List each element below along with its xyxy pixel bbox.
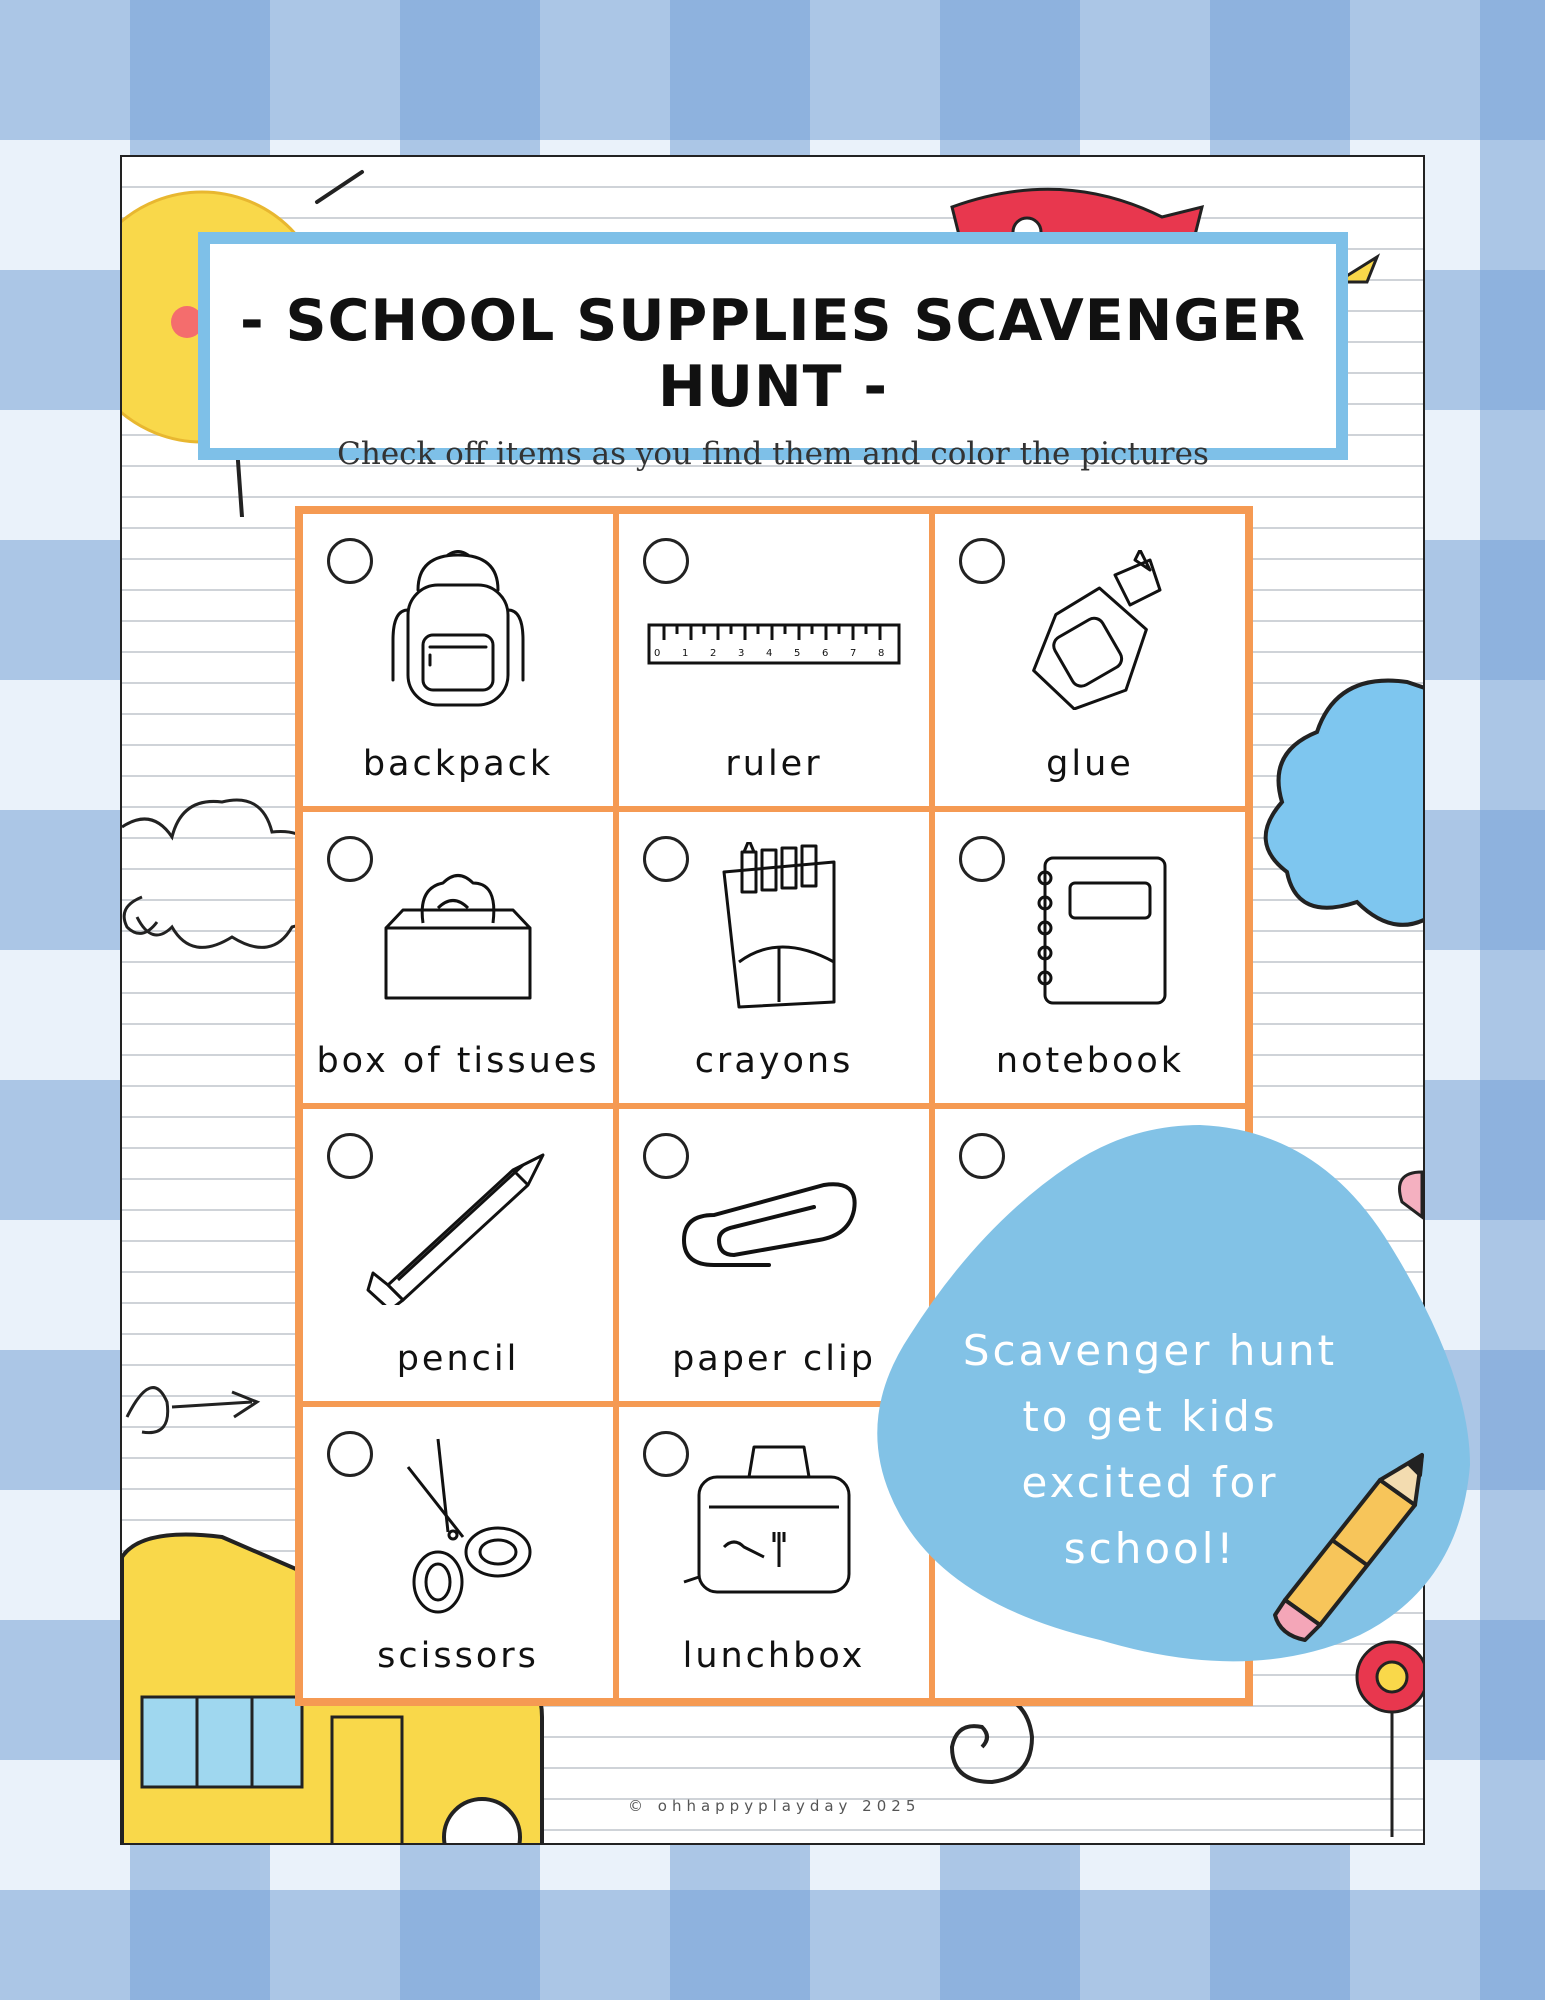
title-box xyxy=(198,232,1348,472)
callout-line: school! xyxy=(1063,1524,1237,1573)
copyright-footer: © ohhappyplayday 2025 xyxy=(628,1797,921,1815)
item-label: lunchbox xyxy=(682,1636,866,1676)
grid-cell-crayons xyxy=(616,809,932,1107)
item-label: ruler xyxy=(725,743,823,784)
ruler-number: 6 xyxy=(822,648,829,659)
check-circle[interactable] xyxy=(959,836,1005,882)
check-circle[interactable] xyxy=(327,836,373,882)
callout-line: to get kids xyxy=(1022,1392,1278,1441)
tissue-box-icon xyxy=(368,848,548,1008)
scissors-icon xyxy=(368,1437,548,1617)
blue-cloud-doodle xyxy=(1257,672,1425,952)
ruler-number: 2 xyxy=(710,648,717,659)
page-subtitle: Check off items as you find them and color the pictures xyxy=(337,436,1209,472)
page-title: - SCHOOL SUPPLIES SCAVENGER HUNT - xyxy=(240,288,1306,420)
ruler-number: 7 xyxy=(850,648,857,659)
item-label: crayons xyxy=(694,1041,854,1081)
pencil-sticker-icon xyxy=(1270,1450,1440,1650)
item-label: scissors xyxy=(377,1636,539,1676)
ruler-number: 4 xyxy=(766,648,773,659)
grid-cell-backpack xyxy=(300,511,616,809)
ruler-number: 3 xyxy=(738,648,745,659)
item-label: glue xyxy=(1046,743,1134,784)
check-circle[interactable] xyxy=(327,1431,373,1477)
item-label: notebook xyxy=(995,1041,1185,1081)
paper-clip-icon xyxy=(674,1145,874,1305)
lunchbox-icon xyxy=(679,1437,869,1607)
item-label: pencil xyxy=(396,1338,520,1379)
ruler-number: 0 xyxy=(654,648,661,659)
check-circle[interactable] xyxy=(959,538,1005,584)
item-label: backpack xyxy=(362,743,554,784)
ruler-number: 1 xyxy=(682,648,689,659)
grid-cell-scissors xyxy=(300,1404,616,1702)
callout-line: excited for xyxy=(1021,1458,1279,1507)
check-circle[interactable] xyxy=(643,836,689,882)
item-label: box of tissues xyxy=(316,1041,600,1081)
grid-cell-pencil xyxy=(300,1106,616,1404)
ruler-icon xyxy=(644,550,904,710)
crayons-icon xyxy=(684,842,864,1012)
grid-cell-box-of-tissues xyxy=(300,809,616,1107)
grid-cell-notebook xyxy=(932,809,1248,1107)
glue-icon xyxy=(1000,550,1180,710)
grid-cell-ruler xyxy=(616,511,932,809)
arrow-doodle xyxy=(122,1347,282,1487)
callout-line: Scavenger hunt xyxy=(962,1326,1338,1375)
notebook-icon xyxy=(1000,848,1180,1008)
pencil-icon xyxy=(358,1145,558,1305)
ruler-number: 8 xyxy=(878,648,885,659)
check-circle[interactable] xyxy=(327,538,373,584)
ruler-number: 5 xyxy=(794,648,801,659)
grid-cell-glue xyxy=(932,511,1248,809)
backpack-icon xyxy=(368,550,548,710)
item-label: paper clip xyxy=(672,1338,876,1379)
